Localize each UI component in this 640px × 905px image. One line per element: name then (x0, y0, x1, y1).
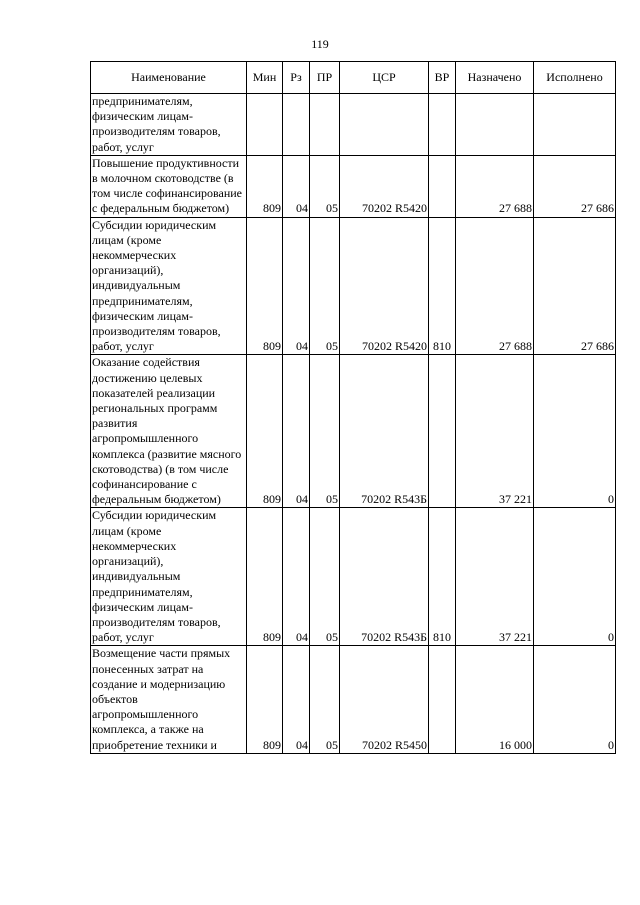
budget-table (90, 61, 616, 754)
table-row (91, 217, 616, 355)
header-name: Наименование (91, 62, 247, 94)
row-name: Субсидии юридическим лицам (кроме некоммерческих организаций), индивидуальным предпринимателям, физическим лицам-производителям товаров, работ, услуг (91, 508, 247, 646)
page-number: 119 (311, 37, 329, 51)
row-pr: 05 (310, 508, 340, 646)
table-row (91, 355, 616, 508)
row-vr: 810 (429, 508, 456, 646)
row-min: 809 (247, 355, 283, 508)
row-vr (429, 94, 456, 156)
row-assigned: 27 688 (456, 155, 534, 217)
row-min: 809 (247, 508, 283, 646)
header-rz: Рз (283, 62, 310, 94)
table-row (91, 155, 616, 217)
row-rz (283, 94, 310, 156)
row-name: Оказание содействия достижению целевых показателей реализации региональных программ развития агропромышленного комплекса (развитие мясного скотоводства) (в том числе софинансирование с федеральным бюджетом) (91, 355, 247, 508)
table-header-row (91, 62, 616, 94)
row-min (247, 94, 283, 156)
row-vr (429, 355, 456, 508)
row-pr: 05 (310, 155, 340, 217)
row-min: 809 (247, 646, 283, 753)
header-csr: ЦСР (340, 62, 429, 94)
row-pr: 05 (310, 217, 340, 355)
table-row (91, 646, 616, 753)
row-assigned: 37 221 (456, 508, 534, 646)
row-csr (340, 94, 429, 156)
row-rz: 04 (283, 355, 310, 508)
row-executed (534, 94, 616, 156)
row-executed: 0 (534, 355, 616, 508)
header-executed: Исполнено (534, 62, 616, 94)
row-executed: 0 (534, 646, 616, 753)
row-pr: 05 (310, 355, 340, 508)
row-vr (429, 155, 456, 217)
row-csr: 70202 R5420 (340, 155, 429, 217)
row-executed: 27 686 (534, 155, 616, 217)
header-vr: ВР (429, 62, 456, 94)
row-name: Повышение продуктивности в молочном скотоводстве (в том числе софинансирование с федеральным бюджетом) (91, 155, 247, 217)
row-executed: 27 686 (534, 217, 616, 355)
row-vr (429, 646, 456, 753)
header-min: Мин (247, 62, 283, 94)
row-name: Субсидии юридическим лицам (кроме некоммерческих организаций), индивидуальным предпринимателям, физическим лицам-производителям товаров, работ, услуг (91, 217, 247, 355)
row-assigned: 16 000 (456, 646, 534, 753)
row-csr: 70202 R543Б (340, 508, 429, 646)
row-min: 809 (247, 217, 283, 355)
row-rz: 04 (283, 217, 310, 355)
row-executed: 0 (534, 508, 616, 646)
header-assigned: Назначено (456, 62, 534, 94)
row-assigned (456, 94, 534, 156)
row-csr: 70202 R5420 (340, 217, 429, 355)
row-vr: 810 (429, 217, 456, 355)
row-pr (310, 94, 340, 156)
row-name: предпринимателям, физическим лицам-производителям товаров, работ, услуг (91, 94, 247, 156)
row-min: 809 (247, 155, 283, 217)
row-csr: 70202 R543Б (340, 355, 429, 508)
row-rz: 04 (283, 155, 310, 217)
row-rz: 04 (283, 646, 310, 753)
header-pr: ПР (310, 62, 340, 94)
row-pr: 05 (310, 646, 340, 753)
row-assigned: 27 688 (456, 217, 534, 355)
row-csr: 70202 R5450 (340, 646, 429, 753)
table-row (91, 508, 616, 646)
row-assigned: 37 221 (456, 355, 534, 508)
row-name: Возмещение части прямых понесенных затрат на создание и модернизацию объектов агропромышленного комплекса, а также на приобретение техники и (91, 646, 247, 753)
row-rz: 04 (283, 508, 310, 646)
table-row (91, 94, 616, 156)
